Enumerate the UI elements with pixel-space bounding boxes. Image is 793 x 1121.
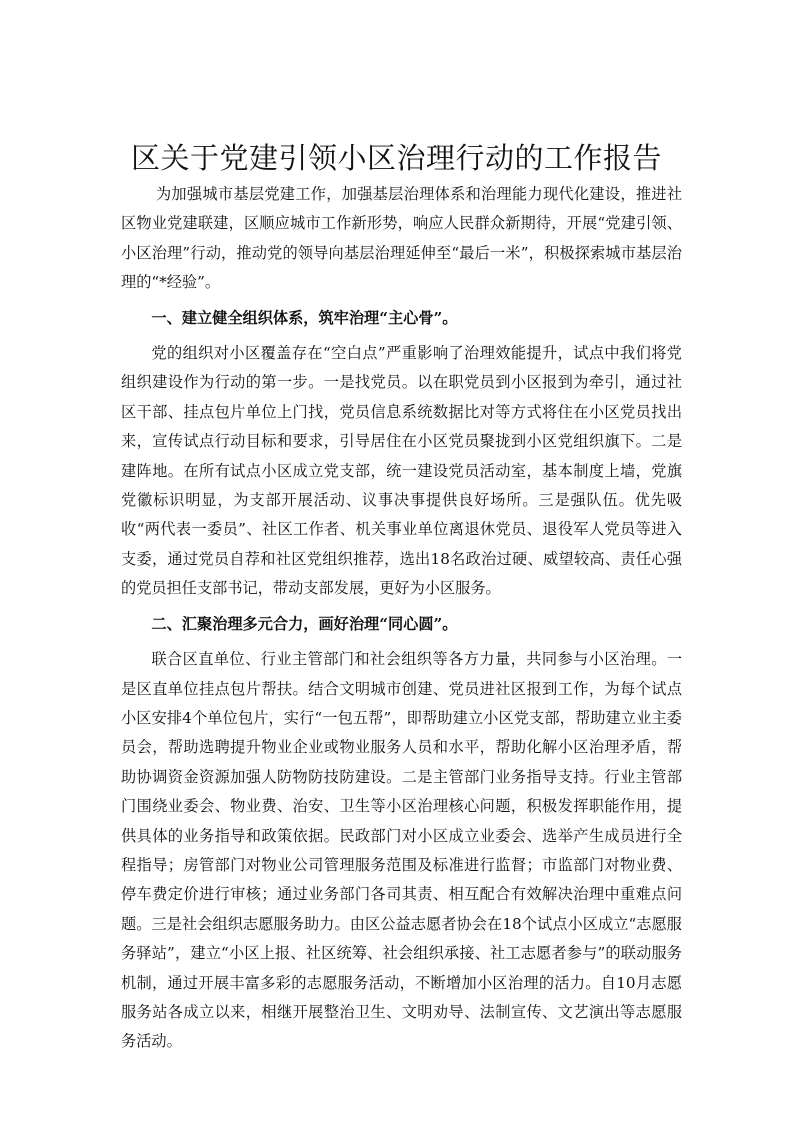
- section-paragraph-1: 党的组织对小区覆盖存在“空白点”严重影响了治理效能提升，试点中我们将党组织建设作为行动的第一步。一是找党员。以在职党员到小区报到为牵引，通过社区干部、挂点包片单位上门找，党员信息系统数据比对等方式将住在小区党员找出来，宣传试点行动目标和要求，引导居住在小区党员聚拢到小区党组织旗下。二是建阵地。在所有试点小区成立党支部，统一建设党员活动室，基本制度上墙，党旗党徽标识明显，为支部开展活动、议事决事提供良好场所。三是强队伍。优先吸收“两代表一委员”、社区工作者、机关事业单位离退休党员、退役军人党员等进入支委，通过党员自荐和社区党组织推荐，选出18名政治过硬、威望较高、责任心强的党员担任支部书记，带动支部发展，更好为小区服务。: [121, 344, 682, 598]
- section-heading-1: 一、建立健全组织体系，筑牢治理“主心骨”。: [151, 308, 458, 327]
- document-body: [121, 180, 682, 1057]
- section-paragraph-2: 联合区直单位、行业主管部门和社会组织等各方力量，共同参与小区治理。一是区直单位挂点包片帮扶。结合文明城市创建、党员进社区报到工作，为每个试点小区安排4个单位包片，实行“一包五帮”，即帮助建立小区党支部，帮助建立业主委员会，帮助选聘提升物业企业或物业服务人员和水平，帮助化解小区治理矛盾，帮助协调资金资源加强人防物防技防建设。二是主管部门业务指导支持。行业主管部门围绕业委会、物业费、治安、卫生等小区治理核心问题，积极发挥职能作用，提供具体的业务指导和政策依据。民政部门对小区成立业委会、选举产生成员进行全程指导；房管部门对物业公司管理服务范围及标准进行监督；市监部门对物业费、停车费定价进行审核；通过业务部门各司其责、相互配合有效解决治理中重难点问题。三是社会组织志愿服务助力。由区公益志愿者协会在18个试点小区成立“志愿服务驿站”，建立“小区上报、社区统筹、社会组织承接、社工志愿者参与”的联动服务机制，通过开展丰富多彩的志愿服务活动，不断增加小区治理的活力。自10月志愿服务站各成立以来，相继开展整治卫生、文明劝导、法制宣传、文艺演出等志愿服务活动。: [121, 650, 682, 1051]
- section-heading-2: 二、汇聚治理多元合力，画好治理“同心圆”。: [151, 614, 458, 633]
- document-title: 区关于党建引领小区治理行动的工作报告: [130, 141, 662, 175]
- intro-paragraph: 为加强城市基层党建工作，加强基层治理体系和治理能力现代化建设，推进社区物业党建联建，区顺应城市工作新形势，响应人民群众新期待，开展“党建引领、小区治理”行动，推动党的领导向基层治理延伸至“最后一米”，积极探索城市基层治理的“*经验”。: [121, 185, 682, 292]
